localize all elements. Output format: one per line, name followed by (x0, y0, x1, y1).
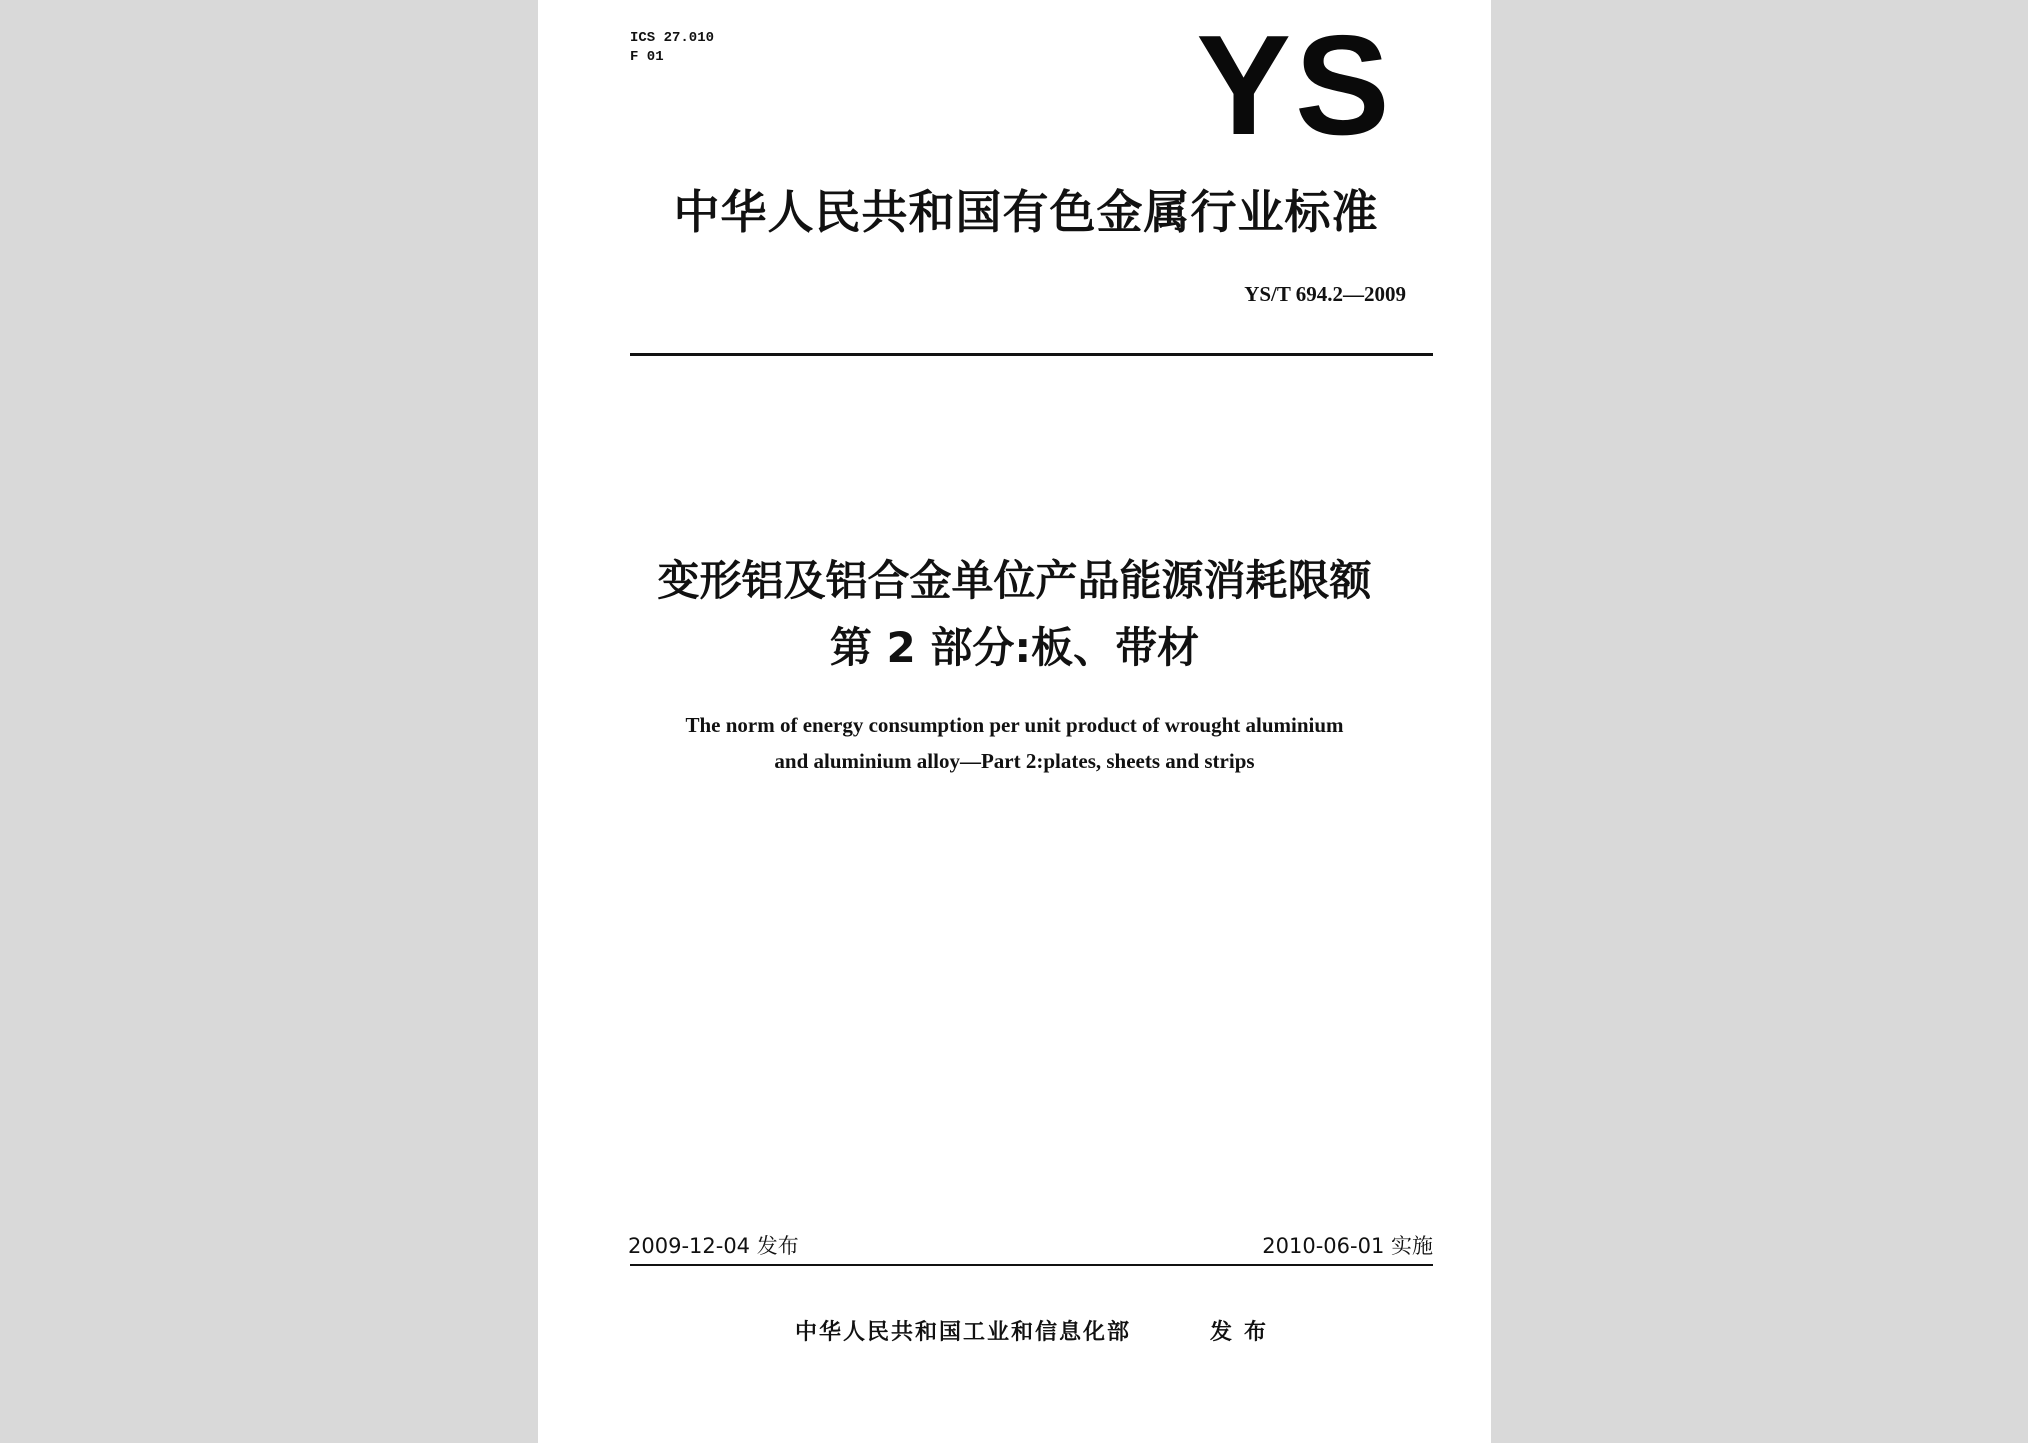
standard-number: YS/T 694.2—2009 (1244, 282, 1406, 306)
title-chinese: 变形铝及铝合金单位产品能源消耗限额 (657, 556, 1372, 605)
publisher-name: 中华人民共和国工业和信息化部 (795, 1320, 1132, 1345)
top-divider (630, 353, 1433, 356)
bottom-divider (630, 1264, 1433, 1266)
subtitle-chinese: 第 2 部分:板、带材 (829, 623, 1200, 672)
publish-label: 发布 (1210, 1320, 1279, 1345)
ys-logo: YS (1196, 6, 1394, 165)
document-page (538, 0, 1491, 1443)
issue-date: 2009-12-04 发布 (628, 1234, 799, 1258)
ics-code: ICS 27.010 (630, 30, 715, 46)
ccs-code: F 01 (630, 49, 664, 65)
effective-date: 2010-06-01 实施 (1262, 1234, 1433, 1258)
title-english-line-2: and aluminium alloy—Part 2:plates, sheets and strips (774, 749, 1255, 773)
title-english-line-1: The norm of energy consumption per unit product of wrought aluminium (685, 713, 1344, 737)
standard-agency-title: 中华人民共和国有色金属行业标准 (673, 185, 1379, 239)
